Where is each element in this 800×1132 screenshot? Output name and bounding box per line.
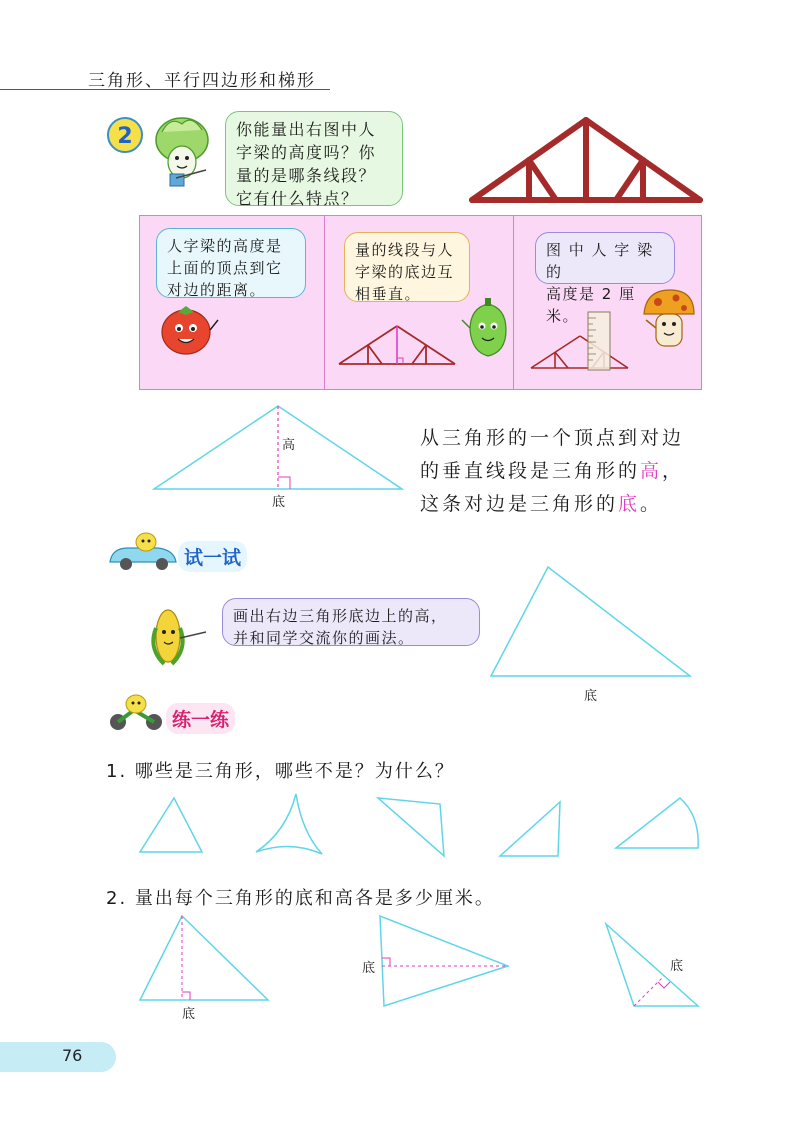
keyword-height: 高 bbox=[640, 460, 663, 482]
page-number-tab bbox=[0, 1042, 116, 1072]
question-2: 2. 量出每个三角形的底和高各是多少厘米。 bbox=[106, 888, 495, 909]
chapter-title: 三角形、平行四边形和梯形 bbox=[88, 71, 316, 91]
try-it-bubble bbox=[222, 598, 480, 646]
definition-line-2 bbox=[420, 455, 710, 488]
question-bubble bbox=[225, 111, 403, 206]
height-label: 高 bbox=[282, 438, 296, 453]
truss-with-height-diagram bbox=[336, 322, 458, 368]
page-number: 76 bbox=[62, 1046, 83, 1065]
try-it-line: 并和同学交流你的画法。 bbox=[233, 629, 415, 647]
answer-line: 高度是 2 厘米。 bbox=[546, 285, 636, 325]
practice-title: 练一练 bbox=[166, 703, 235, 734]
definition-text bbox=[420, 422, 710, 521]
answer-line: 人字梁的高度是 bbox=[167, 237, 283, 255]
shape-curved-triangle-b bbox=[256, 794, 322, 854]
measure-triangle-3 bbox=[600, 920, 708, 1012]
mushroom-mascot-icon bbox=[640, 286, 698, 356]
pepper-mascot-icon bbox=[460, 298, 516, 360]
cabbage-mascot-icon bbox=[148, 110, 216, 192]
definition-text-span: 这条对边是三角形的 bbox=[420, 493, 619, 515]
example-number-icon bbox=[105, 115, 145, 155]
question-line: 字梁的高度吗？你 bbox=[236, 143, 377, 162]
tomato-mascot-icon bbox=[156, 302, 222, 360]
definition-text-span: ， bbox=[662, 460, 685, 482]
panel-divider bbox=[324, 216, 325, 389]
try-it-line: 画出右边三角形底边上的高， bbox=[233, 607, 448, 625]
base-label: 底 bbox=[584, 689, 598, 704]
example-number: 2 bbox=[117, 124, 133, 149]
shape-options-row bbox=[136, 792, 708, 858]
base-label: 底 bbox=[182, 1007, 196, 1022]
question-line: 量的是哪条线段？ bbox=[236, 166, 377, 185]
question-line: 它有什么特点？ bbox=[236, 189, 359, 208]
definition-text-span: 的垂直线段是三角形的 bbox=[420, 460, 641, 482]
truss-with-ruler-diagram bbox=[528, 310, 632, 372]
definition-triangle-diagram bbox=[150, 403, 406, 513]
question-1: 1. 哪些是三角形，哪些不是？为什么？ bbox=[106, 761, 455, 782]
roof-truss-diagram bbox=[466, 112, 706, 208]
definition-line-3 bbox=[420, 488, 710, 521]
measure-triangle-2 bbox=[362, 912, 514, 1012]
answer-line: 上面的顶点到它 bbox=[167, 259, 283, 277]
question-line: 你能量出右图中人 bbox=[236, 120, 377, 139]
shape-sector-e bbox=[616, 798, 698, 848]
try-it-title: 试一试 bbox=[178, 541, 247, 572]
definition-text-span: 。 bbox=[640, 493, 663, 515]
answer-line: 对边的距离。 bbox=[167, 281, 267, 299]
answer-bubble-1 bbox=[156, 228, 306, 298]
definition-line-1: 从三角形的一个顶点到对边 bbox=[420, 427, 685, 449]
answer-line: 图 中 人 字 梁 的 bbox=[546, 241, 654, 281]
shape-triangle-c bbox=[378, 798, 444, 856]
answer-line: 相垂直。 bbox=[355, 285, 422, 303]
measure-triangle-1 bbox=[136, 912, 274, 1022]
answer-bubble-3 bbox=[535, 232, 675, 325]
answer-bubble-2 bbox=[344, 232, 470, 302]
base-label: 底 bbox=[670, 959, 684, 974]
keyword-base: 底 bbox=[618, 493, 641, 515]
car-mascot-icon bbox=[104, 530, 180, 574]
header-rule bbox=[0, 89, 330, 90]
answer-line: 量的线段与人 bbox=[355, 241, 455, 259]
try-it-triangle-diagram bbox=[488, 564, 694, 708]
base-label: 底 bbox=[362, 961, 376, 976]
shape-triangle-d bbox=[500, 802, 560, 856]
answer-line: 字梁的底边互 bbox=[355, 263, 455, 281]
shape-triangle-a bbox=[140, 798, 202, 852]
corn-mascot-icon bbox=[146, 598, 210, 668]
base-label: 底 bbox=[272, 495, 286, 510]
motorbike-mascot-icon bbox=[104, 692, 170, 732]
